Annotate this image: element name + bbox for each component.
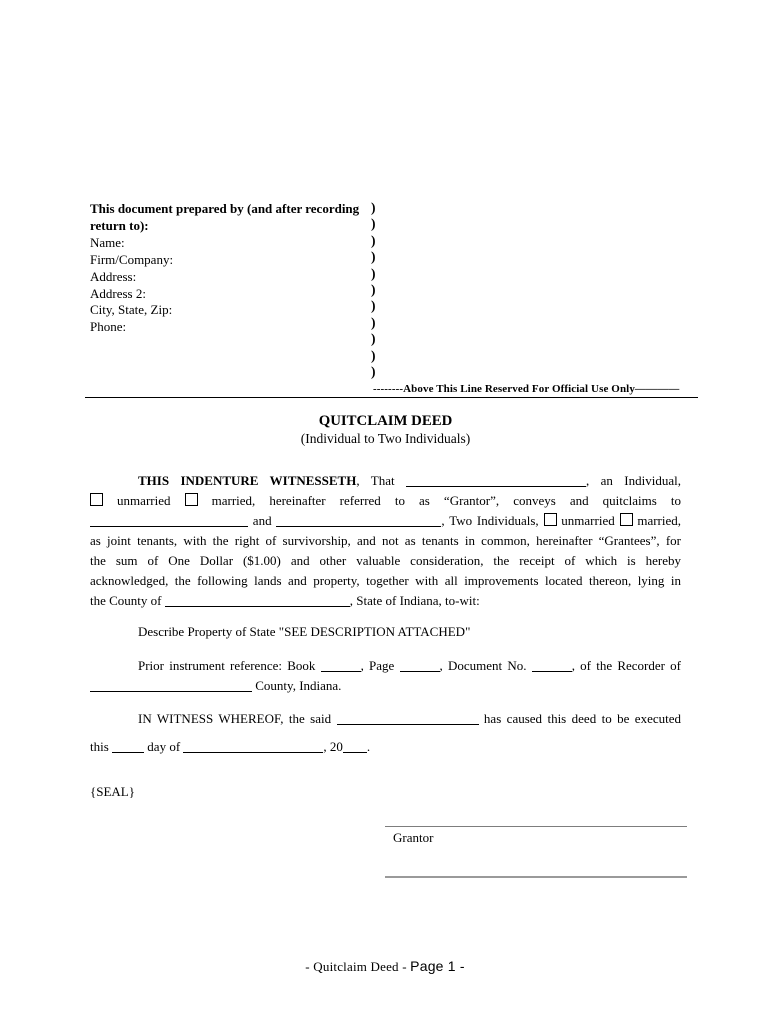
indenture-paragraph [90,471,681,611]
prepared-by-fields [90,235,372,336]
closing-paren: ) [371,282,376,298]
text-run: , Page [360,658,400,673]
prepared-by-heading-line: This document prepared by (and after recording [90,201,360,216]
text-line [90,733,681,761]
text-line [90,656,681,676]
form-field-label: City, State, Zip: [90,302,173,318]
second-signature-line[interactable] [385,876,687,878]
fill-in-blank[interactable] [532,657,572,672]
text-run: , of the Recorder of [571,658,681,673]
bold-text-run: THIS INDENTURE WITNESSETH [138,473,357,488]
closing-paren: ) [371,347,376,363]
text-run: , an Individual, [586,473,681,488]
text-run: as joint tenants, with the right of survivorship, and not as tenants in common, hereinafter “Grantees”, for [90,533,681,548]
text-line [90,531,681,551]
footer-page-number: Page 1 - [410,958,465,974]
fill-in-blank[interactable] [321,657,361,672]
text-run: . [366,738,371,754]
fill-in-blank[interactable] [406,472,586,487]
text-run: has caused this deed to be executed [478,711,681,726]
text-line [90,491,681,511]
form-field-label: Name: [90,234,125,250]
closing-paren: ) [371,331,376,347]
text-run: County, Indiana. [252,677,342,693]
fill-in-blank[interactable] [276,512,441,527]
text-run: married, hereinafter referred to as “Grantor”, conveys and quitclaims to [197,493,682,508]
text-run: Prior instrument reference: Book [138,658,321,673]
text-run: and [248,513,277,528]
text-line [90,591,681,611]
fill-in-blank[interactable] [90,512,248,527]
checkbox[interactable] [620,513,633,526]
closing-paren: ) [371,200,376,215]
text-run: IN WITNESS WHEREOF, the said [138,711,337,726]
form-field-label: Address: [90,268,137,284]
fill-in-blank[interactable] [90,677,252,692]
text-line [90,676,681,696]
recording-paren-column [371,200,376,380]
prepared-by-heading [90,201,372,235]
footer-doc-label: - Quitclaim Deed - [305,959,411,974]
text-line [90,571,681,591]
closing-paren: ) [371,232,376,248]
text-run: this [90,738,113,754]
prepared-by-block [90,201,372,336]
text-run: unmarried [556,513,620,528]
prior-instrument-paragraph [90,656,681,695]
fill-in-blank[interactable] [400,657,440,672]
text-line [90,623,681,641]
header-rule [85,397,698,398]
fill-in-blank[interactable] [165,592,350,607]
form-field-label: Firm/Company: [90,251,174,267]
text-run: the County of [90,593,165,608]
fill-in-blank[interactable] [183,738,323,753]
seal-placeholder: {SEAL} [90,784,135,799]
form-field-label: Phone: [90,319,127,335]
closing-paren: ) [371,364,376,380]
text-run: , Document No. [439,658,532,673]
text-run: unmarried [103,493,185,508]
checkbox[interactable] [544,513,557,526]
document-title: QUITCLAIM DEED [318,413,453,429]
text-run: , That [356,473,406,488]
text-run: married, [632,513,682,528]
fill-in-blank[interactable] [112,738,144,753]
text-run: , Two Individuals, [441,513,544,528]
document-subtitle: (Individual to Two Individuals) [300,431,471,446]
text-line [90,705,681,733]
checkbox[interactable] [185,493,198,506]
closing-paren: ) [371,265,376,281]
text-line [90,551,681,571]
text-line [90,471,681,491]
fill-in-blank[interactable] [343,738,367,753]
reserved-line-label: --------Above This Line Reserved For Official Use Only———— [373,383,680,395]
form-field-label: Address 2: [90,285,146,301]
grantor-signature-line[interactable] [385,826,687,827]
describe-property-paragraph [90,623,681,641]
text-run: , State of Indiana, to-wit: [349,593,480,608]
text-run: , 20 [323,738,343,754]
closing-paren: ) [371,298,376,314]
closing-paren: ) [371,314,376,330]
page-footer [0,958,770,975]
text-run: Describe Property of State "SEE DESCRIPTION ATTACHED" [138,624,471,639]
witness-paragraph [90,705,681,760]
checkbox[interactable] [90,493,103,506]
grantor-label: Grantor [393,830,434,845]
text-run: acknowledged, the following lands and property, together with all improvements located thereon, lying in [90,573,681,588]
prepared-by-heading-line: return to): [90,217,149,233]
text-run: the sum of One Dollar ($1.00) and other valuable consideration, the receipt of which is hereby [90,553,681,568]
text-line [90,511,681,531]
closing-paren: ) [371,249,376,265]
fill-in-blank[interactable] [337,710,479,725]
text-run: day of [144,738,184,754]
closing-paren: ) [371,216,376,232]
